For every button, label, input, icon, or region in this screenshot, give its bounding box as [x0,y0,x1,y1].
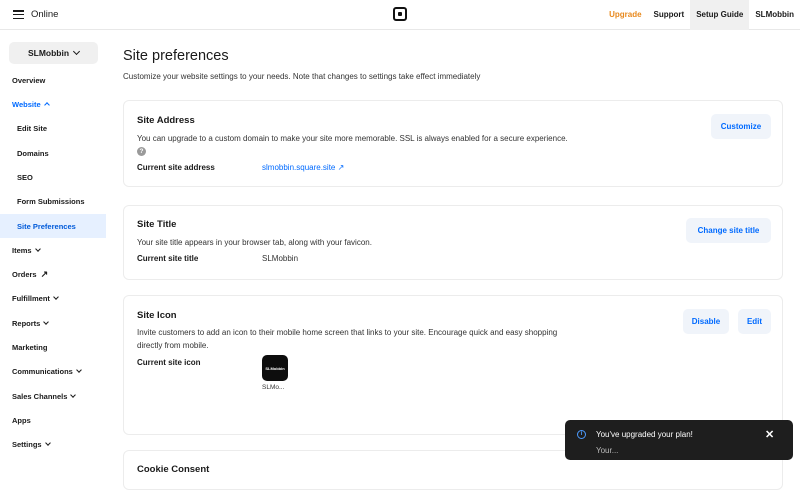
sidebar-item-reports[interactable] [0,311,106,335]
sidebar-item-label: Fulfillment [12,293,50,303]
chevron-up-icon [44,102,50,108]
sidebar-item-fulfillment[interactable] [0,286,106,310]
close-icon[interactable]: ✕ [765,429,775,441]
sidebar-item-items[interactable] [0,238,106,262]
sidebar-item-overview[interactable] [0,68,106,92]
sidebar-item-website[interactable] [0,92,106,116]
sidebar-item-label: Communications [12,366,73,376]
chevron-down-icon [44,319,50,325]
sidebar-item-label: Sales Channels [12,391,68,401]
sidebar-item-communications[interactable] [0,359,106,383]
chevron-down-icon [45,440,51,446]
customize-button[interactable]: Customize [711,114,771,139]
top-links [603,0,800,30]
disable-button[interactable]: Disable [683,309,729,334]
sidebar-item-label: SEO [17,172,33,182]
sidebar-item-domains[interactable] [0,141,106,165]
store-name: SLMobbin [27,48,70,58]
card-title: Site Title [137,219,177,230]
store-selector[interactable] [9,42,98,64]
sidebar-item-form-submissions[interactable] [0,189,106,213]
sidebar-item-sales-channels[interactable] [0,384,106,408]
sidebar-item-label: Domains [17,148,49,158]
chevron-down-icon [73,48,80,55]
change-site-title-button[interactable]: Change site title [686,218,771,243]
sidebar-item-seo[interactable] [0,165,106,189]
chevron-down-icon [53,294,59,300]
card-description: directly from mobile. [137,341,209,350]
site-title-card [123,205,783,280]
sidebar-item-orders[interactable] [0,262,106,286]
toast-notification [565,420,793,460]
edit-button[interactable]: Edit [738,309,771,334]
card-title: Site Address [137,115,195,126]
field-label: Current site icon [137,358,201,367]
app-name: Online [31,9,59,20]
sidebar-item-label: Apps [12,415,31,425]
main-content [123,30,783,475]
page-description: Customize your website settings to your needs. Note that changes to settings take effect immediately [123,72,481,81]
sidebar-item-apps[interactable] [0,408,106,432]
site-icon-card [123,295,783,435]
top-bar [0,0,800,30]
sidebar-item-label: Settings [12,439,42,449]
card-title: Cookie Consent [137,464,210,475]
site-address-card [123,100,783,187]
page-title: Site preferences [123,48,229,64]
setup-guide-button[interactable]: Setup Guide [690,0,749,30]
sidebar-item-marketing[interactable] [0,335,106,359]
toast-subtext: Your... [596,446,619,455]
sidebar-item-label: Reports [12,318,41,328]
site-title-value: SLMobbin [262,254,299,263]
help-icon[interactable]: ? [137,147,146,156]
sidebar-item-label: Overview [12,75,46,85]
sidebar-item-label: Items [12,245,32,255]
sidebar [0,30,106,450]
card-description: Invite customers to add an icon to their mobile home screen that links to your site. Encourage quick and easy shopping [137,328,558,337]
card-title: Site Icon [137,310,177,321]
chevron-down-icon [35,246,41,252]
upgrade-link[interactable]: Upgrade [609,10,642,19]
account-menu[interactable]: SLMobbin [755,10,794,19]
sidebar-item-edit-site[interactable] [0,116,106,140]
info-icon: i [577,430,586,439]
sidebar-item-label: Edit Site [17,123,48,133]
site-address-link[interactable] [262,163,344,172]
toast-message: You've upgraded your plan! [596,430,693,439]
support-link[interactable]: Support [653,10,685,19]
card-description: You can upgrade to a custom domain to make your site more memorable. SSL is always enabled for a secure experience. [137,134,568,143]
sidebar-item-label: Marketing [12,342,48,352]
menu-icon[interactable] [13,10,24,19]
sidebar-item-settings[interactable] [0,432,106,456]
card-description: Your site title appears in your browser tab, along with your favicon. [137,238,372,247]
sidebar-item-label: Website [12,99,41,109]
site-icon-caption: SLMo... [262,384,285,391]
square-logo-icon[interactable] [393,7,407,21]
site-address-value: slmobbin.square.site [262,163,336,172]
sidebar-item-label: Orders [12,269,37,279]
site-icon-image: SLMobbin [262,355,288,381]
sidebar-item-site-preferences[interactable] [0,214,106,238]
sidebar-item-label: Site Preferences [17,221,76,231]
field-label: Current site address [137,163,215,172]
field-label: Current site title [137,254,199,263]
chevron-down-icon [76,367,82,373]
chevron-down-icon [71,392,77,398]
external-link-icon: ↗ [337,163,345,172]
sidebar-item-label: Form Submissions [17,196,85,206]
external-link-icon: ↗ [40,268,49,279]
